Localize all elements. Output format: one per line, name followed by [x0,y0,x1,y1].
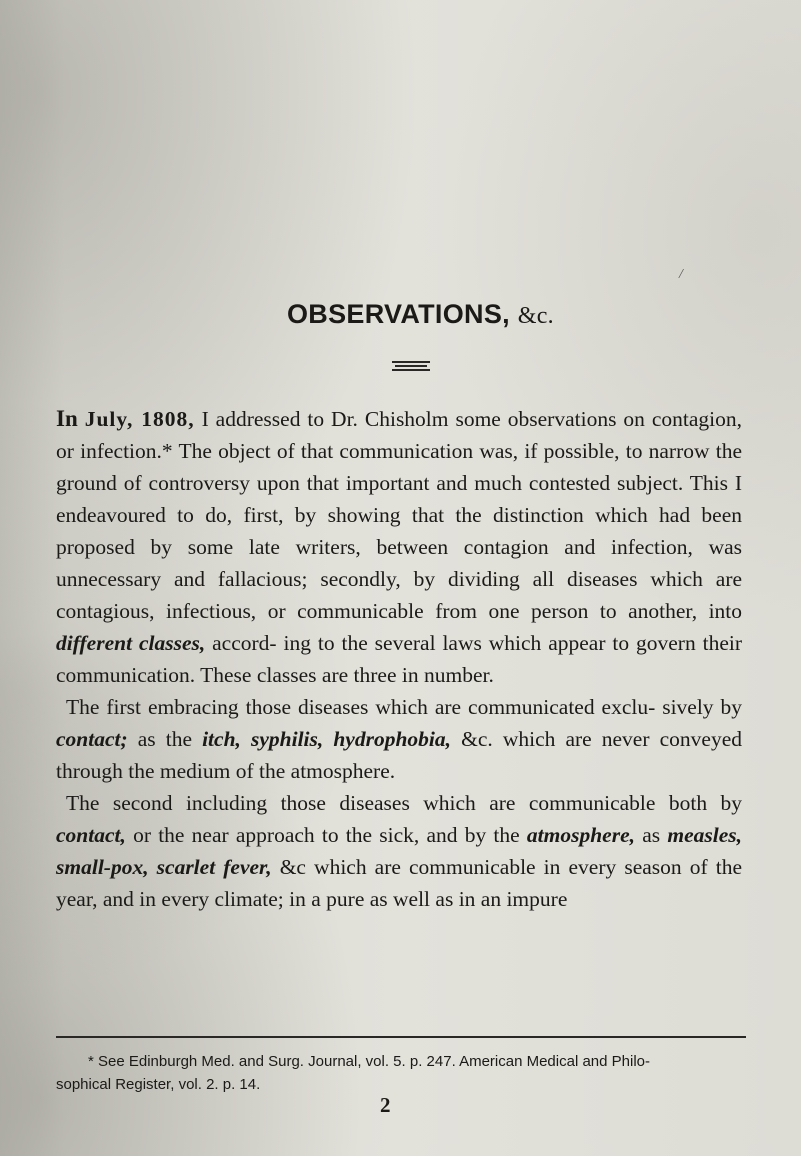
p2-line3: conveyed through the medium of the atmosphere. [56,727,742,783]
ornament-rule-icon [392,361,430,371]
footnote-text-1: * See Edinburgh Med. and Surg. Journal, vol. 5. p. 247. American Medical and Philo- [88,1053,650,1070]
p3-emphasis-contact: contact, [56,823,126,847]
p1-line9: ing to the several laws which appear to govern their communication. [56,631,743,687]
p1-line2: contagion, or infection.* The object of that communication was, if [56,407,743,463]
title-text: OBSERVATIONS, [287,299,510,329]
date-text: July, 1808, [84,407,195,431]
p2-emphasis-contact: contact; [56,727,128,751]
p1-line3: possible, to narrow the ground of controversy upon that important [56,439,743,495]
paragraph-1 [56,403,742,691]
title-etc: &c. [517,303,554,329]
paragraph-2 [56,691,742,787]
p2-line2b: as the [127,727,203,751]
p3-line2a: or the near approach to the sick, and by the [125,823,527,847]
p3-line2b: as [635,823,661,847]
p1-line8a: communicable from one person to another, into [297,599,743,623]
page-title [0,298,801,332]
footnote-divider [56,1036,746,1038]
signature-mark: 2 [380,1093,391,1117]
p1-line10: These classes are three in number. [200,663,494,687]
p2-line2a: sively by [662,695,743,719]
p2-line1: The first embracing those diseases which are communicated exclu- [66,695,656,719]
p3-line3a: &c which are communicable in every [271,855,617,879]
p1-emphasis: different classes, [56,631,206,655]
p1-line8b: accord- [205,631,277,655]
footnote-line2: sophical Register, vol. 2. p. 14. [56,1076,261,1093]
p3-line4: season of the year, and in every climate; in a pure as well as in an impure [56,855,742,911]
paragraph-3 [56,787,742,915]
initial-word: In [56,406,78,431]
p3-emphasis-diseases: measles, small-pox, scarlet fever, [56,823,743,879]
p1-line7: secondly, by dividing all diseases which are contagious, infectious, or [56,567,743,623]
p3-emphasis-atmosphere: atmosphere, [526,823,636,847]
p2-emphasis-diseases: itch, syphilis, hydrophobia, [202,727,452,751]
p1-line5: showing that the distinction which had been proposed by some late [56,503,742,559]
p1-line1: I addressed to Dr. Chisholm some observations on [194,407,645,431]
footnote-line1 [56,1050,756,1073]
stray-mark: / [679,267,683,282]
p3-line1: The second including those diseases which are communicable both by [66,791,742,815]
body-text [56,403,742,915]
p1-line4: and much contested subject. This I endeavoured to do, first, by [56,471,742,527]
p2-line2c: &c. which are never [451,727,650,751]
footnote [56,1050,756,1096]
p1-line6: writers, between contagion and infection, was unnecessary and fallacious; [56,535,743,591]
